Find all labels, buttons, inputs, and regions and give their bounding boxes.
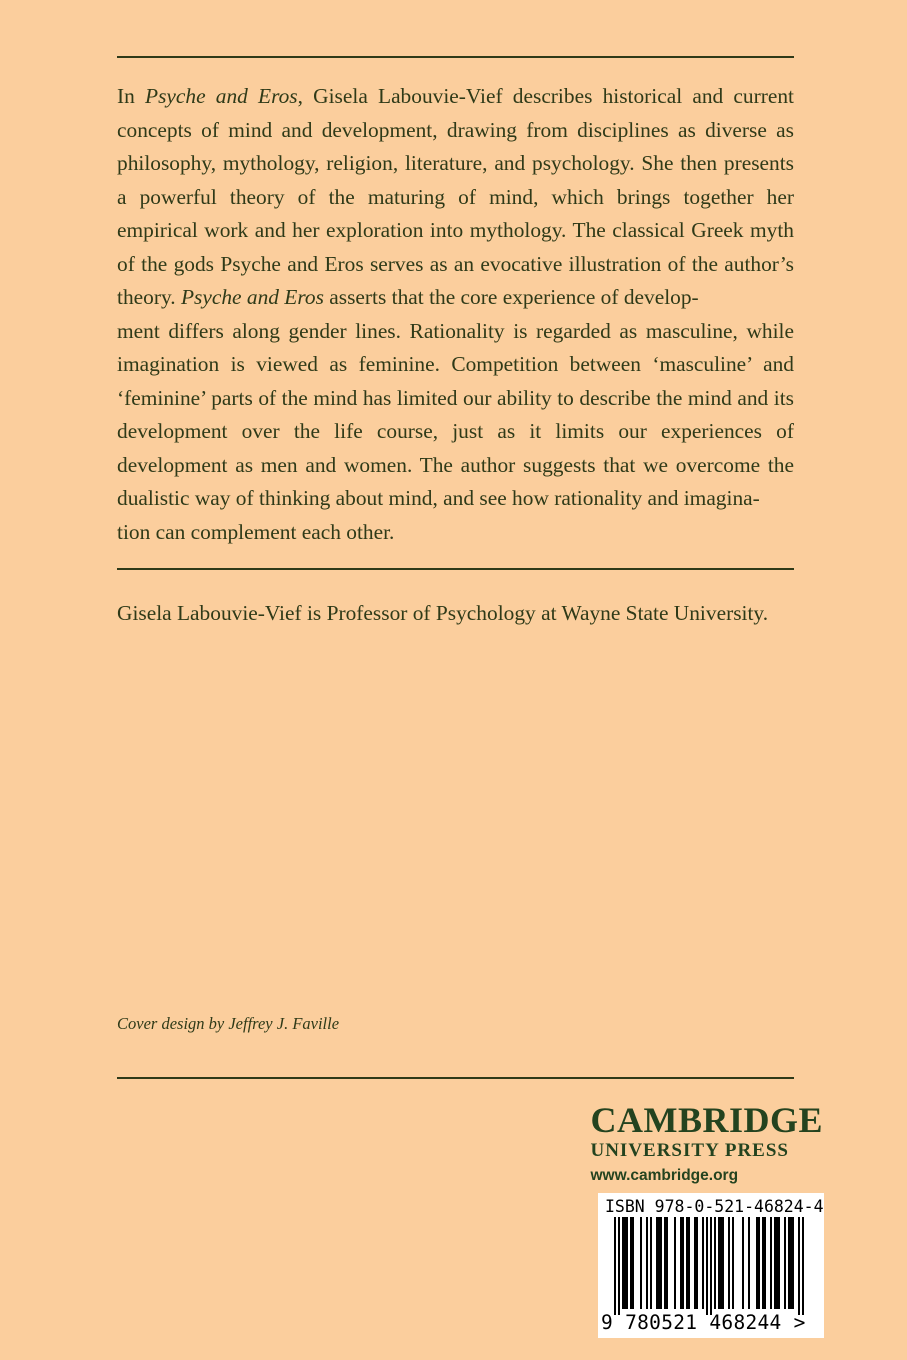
barcode-guard-bar	[614, 1217, 616, 1315]
barcode-bar	[756, 1217, 760, 1309]
barcode-bars	[598, 1217, 824, 1315]
barcode-bar	[680, 1217, 684, 1309]
book-title-italic: Psyche and Eros	[180, 285, 324, 309]
barcode-bar	[728, 1217, 730, 1309]
barcode-guard-bar	[618, 1217, 620, 1315]
barcode-digits: 9 780521 468244 >	[601, 1311, 806, 1334]
barcode-bar	[718, 1217, 724, 1309]
cover-credit: Cover design by Jeffrey J. Faville	[117, 1014, 340, 1033]
barcode-bar	[686, 1217, 690, 1309]
book-description	[117, 80, 794, 549]
barcode-bar	[732, 1217, 734, 1309]
barcode-bar	[656, 1217, 662, 1309]
barcode-bar	[694, 1217, 698, 1309]
barcode-bar	[748, 1217, 750, 1309]
description-part: In	[117, 84, 145, 108]
barcode-bar	[774, 1217, 780, 1309]
bottom-divider	[117, 1077, 794, 1079]
description-part: , Gisela Labouvie-Vief describes historical and current concepts of mind and development, drawing from disciplines as diverse as philosophy, mythology, religion, literature, and psychology. She then presents a powerful theory of the maturing of mind, which brings together her empirical work and her exploration into mythology. The classical Greek myth of the gods Psyche and Eros serves as an evocative illustration of the author’s theory.	[117, 84, 794, 309]
publisher-name: CAMBRIDGE	[590, 1100, 823, 1140]
barcode-guard-bar	[710, 1217, 712, 1315]
barcode-bar	[650, 1217, 652, 1309]
barcode-bar	[770, 1217, 772, 1309]
barcode-bar	[702, 1217, 704, 1309]
barcode-bar	[640, 1217, 642, 1309]
top-divider	[117, 56, 794, 58]
barcode-bar	[788, 1217, 794, 1309]
barcode-bar	[784, 1217, 786, 1309]
book-title-italic: Psyche and Eros	[145, 84, 298, 108]
publisher-url: www.cambridge.org	[590, 1167, 739, 1184]
barcode-guard-bar	[706, 1217, 708, 1315]
author-bio: Gisela Labouvie-Vief is Professor of Psychology at Wayne State University.	[117, 601, 769, 625]
middle-divider	[117, 568, 794, 570]
barcode-bar	[630, 1217, 634, 1309]
barcode-bar	[762, 1217, 766, 1309]
barcode-bar	[664, 1217, 668, 1309]
barcode-bar	[674, 1217, 676, 1309]
barcode-guard-bar	[802, 1217, 804, 1315]
barcode-guard-bar	[798, 1217, 800, 1315]
description-part: tion can complement each other.	[117, 519, 395, 544]
barcode-bar	[714, 1217, 716, 1309]
barcode-bar	[622, 1217, 628, 1309]
publisher-logo	[590, 1102, 823, 1186]
description-part: asserts that the core experience of develop-	[323, 285, 699, 309]
publisher-subtitle: UNIVERSITY PRESS	[590, 1140, 789, 1161]
barcode-bar	[646, 1217, 648, 1309]
isbn-barcode	[598, 1193, 824, 1338]
isbn-label: ISBN 978-0-521-46824-4	[605, 1197, 824, 1216]
barcode-bar	[742, 1217, 744, 1309]
description-part: ment differs along gender lines. Rationality is regarded as masculine, while imagination is viewed as feminine. Competition between ‘masculine’ and ‘feminine’ parts of the mind has limited our ability to describe the mind and its development over the life course, just as it limits our experiences of development as men and women. The author suggests that we overcome the dualistic way of thinking about mind, and see how rationality and imagina-	[117, 318, 794, 510]
